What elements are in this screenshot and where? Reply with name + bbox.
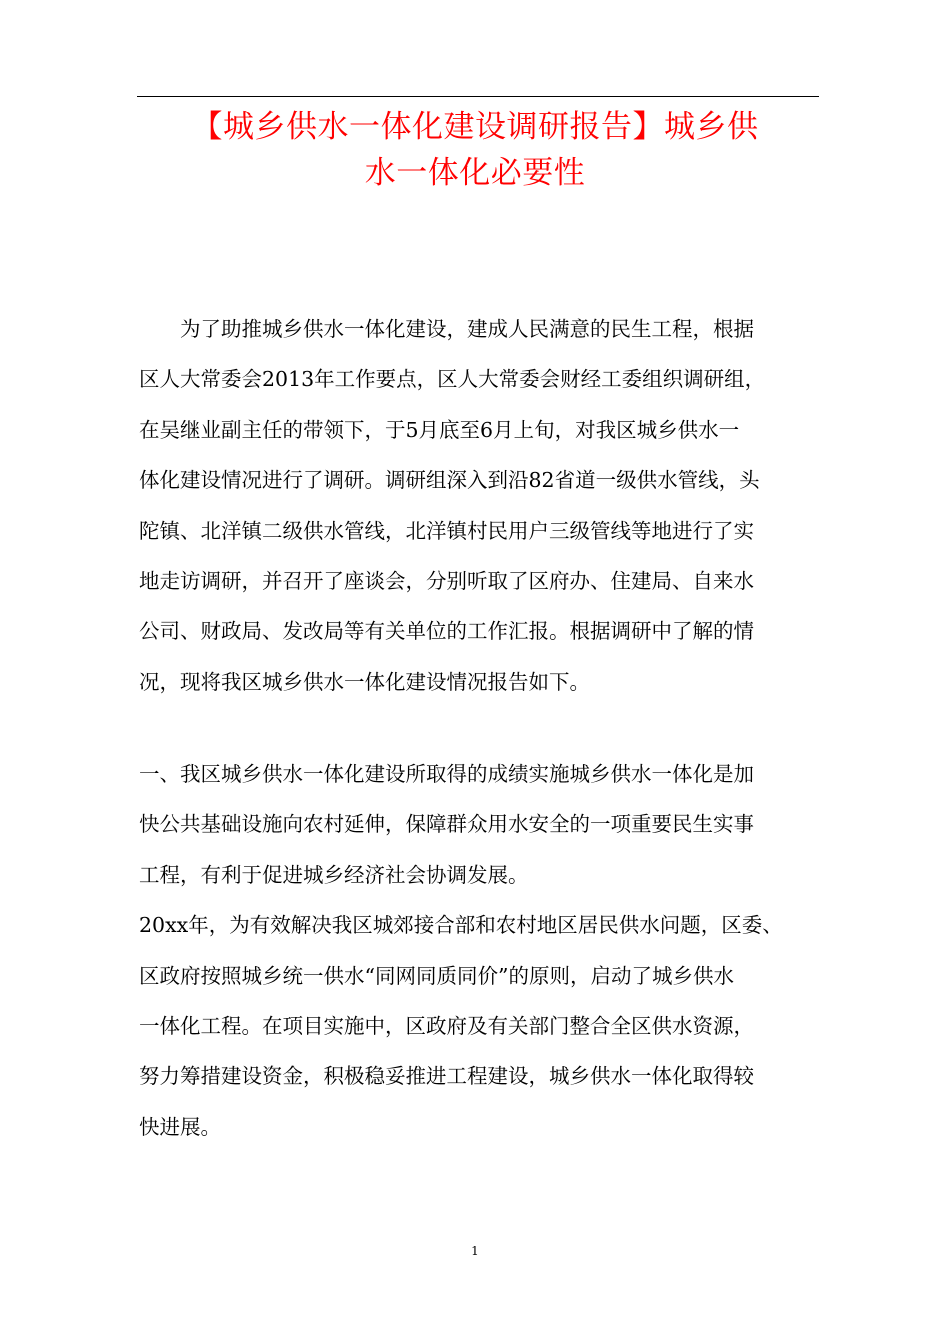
paragraph-line: 快进展。 — [139, 1114, 221, 1139]
paragraph-line: 为了助推城乡供水一体化建设，建成人民满意的民生工程，根据 — [180, 317, 754, 341]
page-number: 1 — [471, 1244, 479, 1258]
paragraph-line: 工程，有利于促进城乡经济社会协调发展。 — [139, 862, 529, 887]
paragraph-line: 区政府按照城乡统一供水“同网同质同价”的原则，启动了城乡供水 — [139, 963, 734, 988]
paragraph-line: 一、我区城乡供水一体化建设所取得的成绩实施城乡供水一体化是加 — [139, 762, 754, 786]
paragraph-line: 地走访调研，并召开了座谈会，分别听取了区府办、住建局、自来水 — [139, 568, 754, 593]
paragraph-line: 公司、财政局、发改局等有关单位的工作汇报。根据调研中了解的情 — [139, 619, 754, 644]
paragraph-line: 陀镇、北洋镇二级供水管线，北洋镇村民用户三级管线等地进行了实 — [139, 518, 754, 543]
paragraph-achievements — [139, 749, 829, 1152]
paragraph-line: 在吴继业副主任的带领下，于5月底至6月上旬，对我区城乡供水一 — [139, 417, 740, 442]
document-title — [120, 104, 830, 196]
title-line-1: 【城乡供水一体化建设调研报告】城乡供 — [191, 109, 759, 145]
paragraph-line: 快公共基础设施向农村延伸，保障群众用水安全的一项重要民生实事 — [139, 812, 754, 837]
paragraph-line: 区人大常委会2013年工作要点，区人大常委会财经工委组织调研组， — [139, 367, 766, 392]
header-rule — [137, 96, 819, 97]
paragraph-intro — [139, 304, 829, 707]
paragraph-line: 努力筹措建设资金，积极稳妥推进工程建设，城乡供水一体化取得较 — [139, 1064, 754, 1089]
title-line-2: 水一体化必要性 — [364, 155, 586, 191]
paragraph-line: 20xx年，为有效解决我区城郊接合部和农村地区居民供水问题，区委、 — [139, 913, 783, 938]
paragraph-line: 体化建设情况进行了调研。调研组深入到沿82省道一级供水管线，头 — [139, 468, 760, 493]
paragraph-line: 况，现将我区城乡供水一体化建设情况报告如下。 — [139, 669, 590, 694]
paragraph-line: 一体化工程。在项目实施中，区政府及有关部门整合全区供水资源， — [139, 1013, 754, 1038]
